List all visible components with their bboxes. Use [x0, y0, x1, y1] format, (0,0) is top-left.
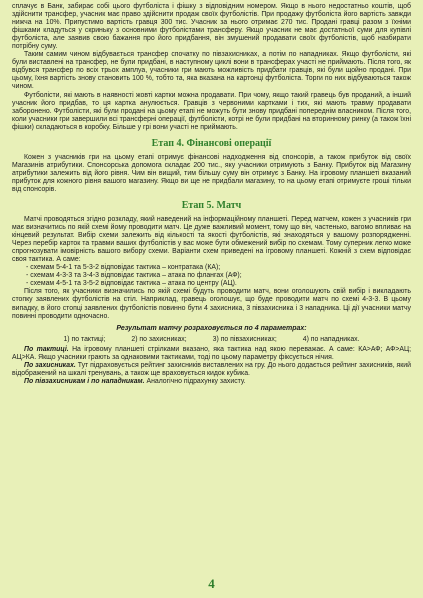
list-item: - схемам 5-4-1 та 5-3-2 відповідає тактика – контратака (КА); — [26, 264, 221, 272]
paragraph-match-schedule: Матчі проводяться згідно розкладу, який наведений на інформаційному планшеті. Перед матчем, кожен з учасників гри має визначитись по якій схемі йому проводити матч. Це дуже важливий момент, тому що він, частенько, вагомо впливає на кінцевий результат. Вибір схеми залежить від кількості та якості футболістів, які знаходяться у вашому розпорядженні. Через перебір карток та травми ваших футболістів у вас може бути обмежений вибір по схемам. Тому суперник легко може спрогнозувати імовірність вашого вибору схеми. Варіанти схем приведені на ігровому планшеті. Кожній з схем відповідає своя тактика. А саме: — [12, 215, 411, 264]
paragraph-finance: Кожен з учасників гри на цьому етапі отримує фінансові надходження від спонсорів, а також прибуток від своїх Магазинів атрибутики. Спонсорська допомога складає 200 тис., яку учасники отримують з Банку. Прибуток від Магазину атрибутики залежить від його рівня. Чим він вищий, тим більшу суму він отримує з Банку. На ігровому планшеті вказаний прибуток для кожного рівня вашого магазину. Якщо ви ще не придбали магазину, то на цьому етапі отримуєте гроші тільки від спонсорів. — [12, 153, 411, 193]
list-item: - схемам 4-3-3 та 3-4-3 відповідає тактика – атака по флангах (АФ); — [26, 272, 242, 280]
list-item: - схемам 4-5-1 та 3-5-2 відповідає тактика – атака по центру (АЦ). — [26, 280, 237, 288]
text-tactics: На ігровому планшеті стрілками вказано, яка тактика над якою переважає. А саме: КА>АФ; АФ>АЦ; АЦ>КА. Якщо учасники грають за однаковими тактиками, тоді по цьому параметру фіксується нічия. — [12, 345, 412, 361]
param-item: 2) по захисниках; — [131, 335, 187, 343]
paragraph-transfer-order: Таким самим чином відбувається трансфер спочатку по півзахисниках, а потім по нападниках. Якщо футболісти, які були виставлені на трансфер, не були придбані, в наступному циклі вони в трансферах участі не приймають. Після того, як відбувся трансфер по всіх трьох амплуа, учасники гри мають можливість придбати гравців, які були щойно продані. При цьому, їхня вартість знову становить 100 %, тобто та, яка вказана на картонці футболіста. Торги по них відбуваються також чином. — [12, 51, 411, 91]
term-midfield-attack: По півзахисникам і по нападникам. — [24, 377, 145, 385]
section-heading-stage-4: Етап 4. Фінансові операції — [151, 137, 272, 149]
paragraph-scheme-announce: Після того, як учасники визначились по якій схемі будуть проводити матч, вони оголошують свій вибір і викладають стопку заявлених футболістів на стіл. Наприклад, гравець оголошує, що буде проводити матч по схемі 4-3-3. В цьому випадку, в його стопці заявлених футболістів повинно бути 4 захисника, 3 півзахисника і 3 нападника. Ці дії учасники матчу повинні проводити одночасно. — [12, 288, 411, 320]
param-item: 3) по півзахисниках; — [212, 335, 277, 343]
paragraph-midfield-attack — [12, 378, 411, 386]
param-item: 4) по нападниках. — [302, 335, 360, 343]
section-heading-stage-5: Етап 5. Матч — [181, 199, 242, 211]
paragraph-defenders — [12, 362, 411, 378]
page-number: 4 — [208, 576, 215, 591]
params-list — [12, 335, 411, 344]
param-item: 1) по тактиці; — [63, 335, 106, 343]
term-defenders: По захисниках. — [24, 361, 76, 369]
paragraph-tactics — [12, 346, 411, 362]
text-defenders: Тут підраховується рейтинг захисників виставлених на гру. До нього додається рейтинг захисників, який відображений на шкалі тренувань, а також ще враховується кидок кубика. — [12, 361, 411, 377]
scheme-tactics-list — [12, 264, 411, 288]
paragraph-cards: Футболісти, які мають в наявності жовті картки можна продавати. При чому, якщо такий гравець був проданий, а інший учасник його придбав, то ця картка анулюється. Гравців з червоними картками і тих, які мають травму продавати заборонено. Футболісти, які були продані на цьому етапі не можуть бути знову придбані попереднім власником. Після того, коли учасники гри завершили всі трансферні операції, футболісти, котрі не були придбані на вторинному ринку (а також їхні фішки) складаються в коробку. Більше у грі вони участі не приймають. — [12, 91, 411, 131]
paragraph-transfer-purchase: сплачує в Банк, забирає собі цього футболіста і фішку з відповідним номером. Якщо в нього недостатньо коштів, щоб здійснити трансфер, учасник має право здійснити продаж своїх футболістів. При продажу футболіста його вартість завжди нижча на 10%. Припустимо вартість гравця 300 тис. Учасник за нього отримає 270 тис. Продані гравці разом з їхніми фішками кладуться у скриньку з основними футболістами трансферу. Якщо учасник не має достатньої суми для купівлі футболіста, але заявив свою бажання про його придбання, він змушений продавати своїх футболістів, щоб назбирати потрібну суму. — [12, 3, 411, 51]
params-title: Результат матчу розраховується по 4 параметрах: — [116, 324, 307, 332]
text-midfield-attack: Аналогічно підрахунку захисту. — [146, 377, 246, 385]
term-tactics: По тактиці. — [24, 345, 69, 353]
